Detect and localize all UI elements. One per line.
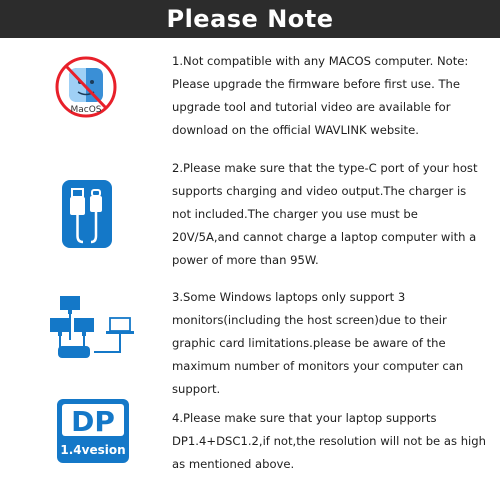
page-title: Please Note bbox=[166, 5, 334, 33]
note-4-text: 4.Please make sure that your laptop supports DP1.4+DSC1.2,if not,the resolution will not be as high as mentioned above. bbox=[172, 411, 486, 471]
note-2-text: 2.Please make sure that the type-C port of your host supports charging and video output.The charger is not included.The charger you use must be 20V/5A,and cannot charge a laptop computer with a power of more than 95W. bbox=[172, 161, 478, 267]
dp-label: DP bbox=[71, 405, 115, 438]
header-bar bbox=[0, 0, 500, 38]
multi-monitor-icon bbox=[44, 290, 136, 362]
usb-cables-icon bbox=[62, 180, 112, 248]
note-3-text: 3.Some Windows laptops only support 3 monitors(including the host screen)due to their graphic card limitations.please be aware of the maximum number of monitors your computer can support. bbox=[172, 290, 464, 396]
displayport-icon bbox=[56, 398, 130, 464]
no-macos-icon bbox=[54, 54, 118, 120]
macos-label: MacOS bbox=[70, 105, 102, 115]
note-1-text: 1.Not compatible with any MACOS computer. Note: Please upgrade the firmware before first use. The upgrade tool and tutorial video are available for download on the official WAVLINK website. bbox=[172, 54, 469, 137]
dp-version-label: 1.4vesion bbox=[60, 443, 126, 457]
